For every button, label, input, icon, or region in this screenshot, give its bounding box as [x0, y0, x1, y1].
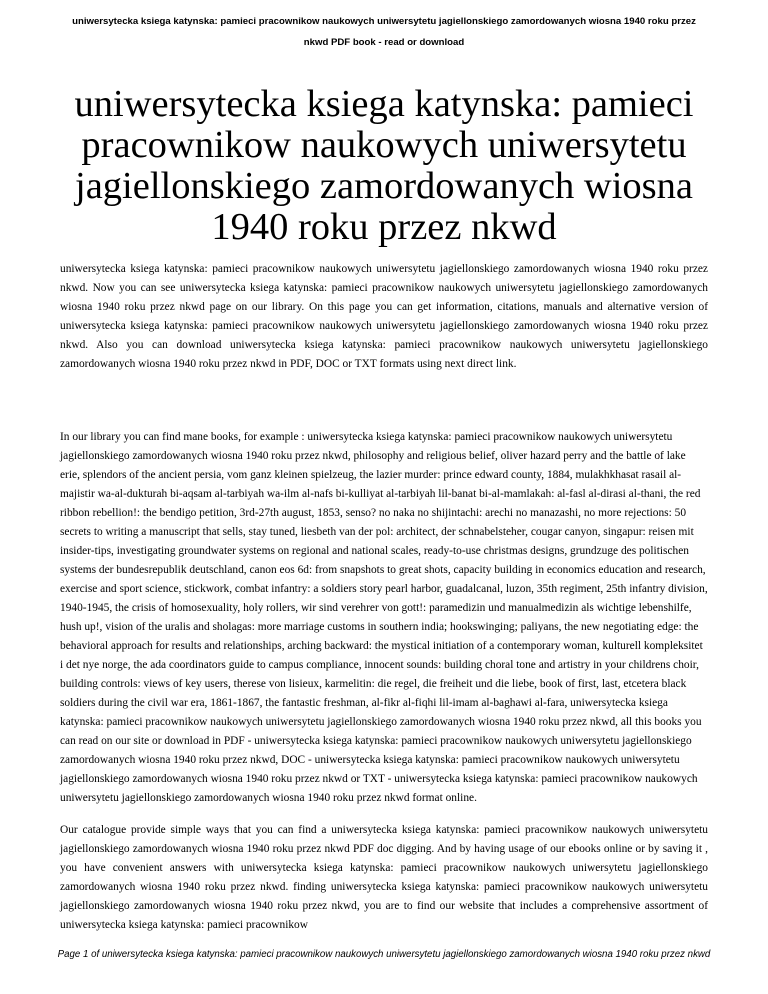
- page-header: [20, 11, 748, 53]
- header-line-1: uniwersytecka ksiega katynska: pamieci pracownikow naukowych uniwersytetu jagiellonskiego zamordowanych wiosna 1940 roku przez: [72, 16, 696, 27]
- catalogue-paragraph: Our catalogue provide simple ways that you can find a uniwersytecka ksiega katynska: pamieci pracownikow naukowych uniwersytetu jagiellonskiego zamordowanych wiosna 1940 roku przez nkwd PDF doc digging. And by having usage of our ebooks online or by saving it , you have convenient answers with uniwersytecka ksiega katynska: pamieci pracownikow naukowych uniwersytetu jagiellonskiego zamordowanych wiosna 1940 roku przez nkwd. finding uniwersytecka ksiega katynska: pamieci pracownikow naukowych uniwersytetu jagiellonskiego zamordowanych wiosna 1940 roku przez nkwd, you are to find our website that includes a comprehensive assortment of uniwersytecka ksiega katynska: pamieci pracownikow: [60, 824, 708, 931]
- page-footer: Page 1 of uniwersytecka ksiega katynska: pamieci pracownikow naukowych uniwersytetu jagiellonskiego zamordowanych wiosna 1940 roku przez nkwd: [57, 949, 711, 960]
- library-paragraph: In our library you can find mane books, for example : uniwersytecka ksiega katynska: pamieci pracownikow naukowych uniwersytetu jagiellonskiego zamordowanych wiosna 1940 roku przez nkwd, philosophy and religious belief, oliver hazard perry and the battle of lake erie, splendors of the ancient persia, vom ganz kleinen spielzeug, the lazier murder: prince edward county, 1884, mulakhkhasat rasail al-majistir wa-al-dukturah bi-aqsam al-tarbiyah wa-ilm al-nafs bi-kulliyat al-tarbiyah lil-banat bi-al-mamlakah: al-fasl al-dirasi al-thani, the red ribbon rebellion!: the bendigo petition, 3rd-27th august, 1853, senso? no naka no shijintachi: arechi no manazashi, no more rejections: 50 secrets to writing a manuscript that sells, stay tuned, liesbeth van der pol: architect, der schnabelsteher, cougar canyon, singapur: reisen mit insider-tips, investigating groundwater systems on regional and national scales, ready-to-use christmas designs, grundzuge des politischen systems der bundesrepublik deutschland, canon eos 6d: from snapshots to great shots, capacity building in economics education and research, exercise and sport science, stickwork, combat infantry: a soldiers story pearl harbor, guadalcanal, luzon, 35th regiment, 25th infantry division, 1940-1945, the crisis of homosexuality, holy rollers, wir sind verehrer von gott!: paramedizin und manualmedizin als wichtige lebenshilfe, hush up!, vision of the uralis and sholagas: more marriage customs in southern india; hookswinging; paliyans, the new negotiating edge: the behavioral approach for results and relationships, arching backward: the mystical initiation of a contemporary woman, kulturell kompleksitet i det nye norge, the ada coordinators guide to campus compliance, innocent sounds: building choral tone and artistry in your childrens choir, building controls: views of key users, therese von lisieux, karmelitin: die regel, die freiheit und die liebe, book of first, last, etcetera black soldiers during the civil war era, 1861-1867, the fantastic freshman, al-fikr al-fiqhi lil-imam al-baghawi al-fara, uniwersytecka ksiega katynska: pamieci pracownikow naukowych uniwersytetu jagiellonskiego zamordowanych wiosna 1940 roku przez nkwd, all this books you can read on our site or download in PDF - uniwersytecka ksiega katynska: pamieci pracownikow naukowych uniwersytetu jagiellonskiego zamordowanych wiosna 1940 roku przez nkwd, DOC - uniwersytecka ksiega katynska: pamieci pracownikow naukowych uniwersytetu jagiellonskiego zamordowanych wiosna 1940 roku przez nkwd or TXT - uniwersytecka ksiega katynska: pamieci pracownikow naukowych uniwersytetu jagiellonskiego zamordowanych wiosna 1940 roku przez nkwd format online.: [60, 431, 708, 804]
- header-line-2: nkwd PDF book - read or download: [303, 37, 465, 48]
- intro-paragraph: uniwersytecka ksiega katynska: pamieci pracownikow naukowych uniwersytetu jagiellonskiego zamordowanych wiosna 1940 roku przez nkwd. Now you can see uniwersytecka ksiega katynska: pamieci pracownikow naukowych uniwersytetu jagiellonskiego zamordowanych wiosna 1940 roku przez nkwd page on our library. On this page you can get information, citations, manuals and alternative version of uniwersytecka ksiega katynska: pamieci pracownikow naukowych uniwersytetu jagiellonskiego zamordowanych wiosna 1940 roku przez nkwd. Also you can download uniwersytecka ksiega katynska: pamieci pracownikow naukowych uniwersytetu jagiellonskiego zamordowanych wiosna 1940 roku przez nkwd in PDF, DOC or TXT formats using next direct link.: [60, 263, 708, 370]
- document-title: uniwersytecka ksiega katynska: pamieci pracownikow naukowych uniwersytetu jagiellonskiego zamordowanych wiosna 1940 roku przez nkwd: [74, 83, 694, 248]
